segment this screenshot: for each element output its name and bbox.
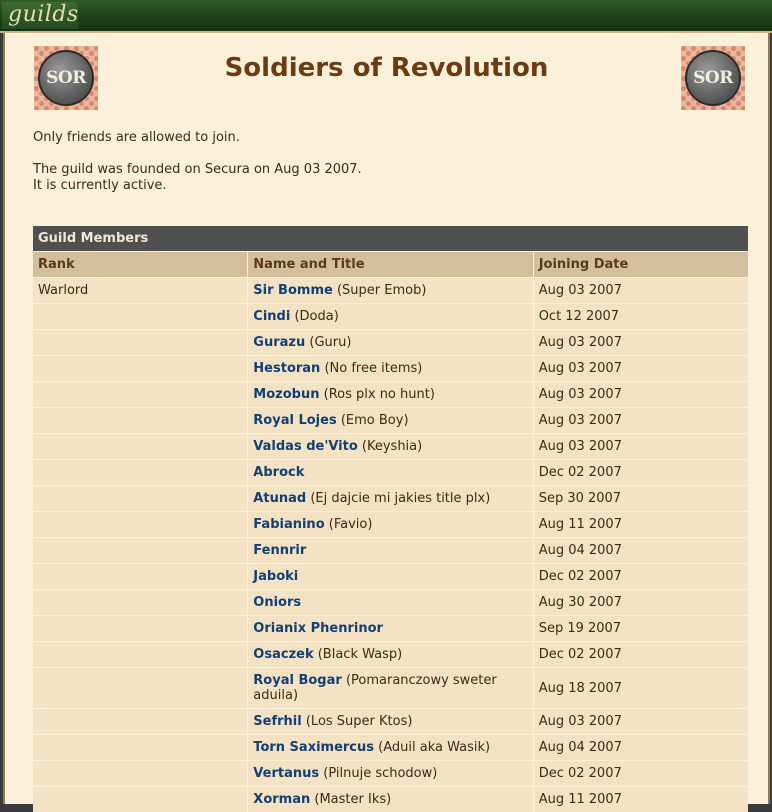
member-rank <box>33 786 248 812</box>
table-row <box>33 537 748 563</box>
table-row <box>33 563 748 589</box>
member-name-cell <box>248 537 533 563</box>
window-titlebar <box>0 0 772 33</box>
table-row <box>33 667 748 708</box>
member-joining-date: Aug 03 2007 <box>534 381 748 407</box>
member-name-cell <box>248 511 533 537</box>
member-name-cell <box>248 407 533 433</box>
member-rank <box>33 708 248 734</box>
member-rank <box>33 485 248 511</box>
guild-logo-right <box>681 46 745 110</box>
table-row <box>33 708 748 734</box>
member-name-link[interactable]: Vertanus <box>253 766 320 781</box>
table-row <box>33 485 748 511</box>
member-title: (No free items) <box>324 361 423 376</box>
member-name-link[interactable]: Fabianino <box>253 517 325 532</box>
member-joining-date: Aug 04 2007 <box>534 537 748 563</box>
table-caption: Guild Members <box>33 226 748 251</box>
member-name-cell <box>248 589 533 615</box>
member-joining-date: Aug 30 2007 <box>534 589 748 615</box>
member-rank <box>33 563 248 589</box>
member-name-link[interactable]: Abrock <box>253 465 305 480</box>
member-name-link[interactable]: Fennrir <box>253 543 307 558</box>
table-row <box>33 407 748 433</box>
member-name-cell <box>248 563 533 589</box>
table-row <box>33 615 748 641</box>
member-rank <box>33 381 248 407</box>
member-name-link[interactable]: Cindi <box>253 309 291 324</box>
member-name-link[interactable]: Xorman <box>253 792 311 807</box>
member-title: (Los Super Ktos) <box>305 714 413 729</box>
member-title: (Doda) <box>294 309 339 324</box>
member-joining-date: Aug 03 2007 <box>534 708 748 734</box>
member-name-cell <box>248 433 533 459</box>
member-name-cell <box>248 667 533 708</box>
member-name-cell <box>248 485 533 511</box>
member-name-link[interactable]: Gurazu <box>253 335 306 350</box>
member-title: (Ej dajcie mi jakies title plx) <box>310 491 491 506</box>
member-rank <box>33 329 248 355</box>
member-joining-date: Dec 02 2007 <box>534 641 748 667</box>
table-row <box>33 786 748 812</box>
table-row <box>33 277 748 303</box>
guild-founded-info: The guild was founded on Secura on Aug 03 2007. <box>33 162 362 177</box>
member-name-link[interactable]: Atunad <box>253 491 307 506</box>
member-joining-date: Aug 03 2007 <box>534 277 748 303</box>
table-row <box>33 381 748 407</box>
member-rank: Warlord <box>33 277 248 303</box>
member-title: (Pilnuje schodow) <box>323 766 438 781</box>
table-caption-row <box>33 226 748 251</box>
member-name-link[interactable]: Orianix Phenrinor <box>253 621 383 636</box>
table-row <box>33 459 748 485</box>
member-name-cell <box>248 355 533 381</box>
member-name-cell <box>248 734 533 760</box>
member-name-cell <box>248 786 533 812</box>
member-joining-date: Dec 02 2007 <box>534 459 748 485</box>
header-rank: Rank <box>33 251 248 277</box>
member-rank <box>33 537 248 563</box>
member-joining-date: Oct 12 2007 <box>534 303 748 329</box>
member-joining-date: Aug 03 2007 <box>534 329 748 355</box>
member-joining-date: Dec 02 2007 <box>534 563 748 589</box>
member-name-link[interactable]: Osaczek <box>253 647 314 662</box>
member-joining-date: Sep 30 2007 <box>534 485 748 511</box>
table-row <box>33 433 748 459</box>
member-title: (Guru) <box>309 335 352 350</box>
member-rank <box>33 433 248 459</box>
table-row <box>33 303 748 329</box>
member-joining-date: Aug 03 2007 <box>534 407 748 433</box>
member-joining-date: Dec 02 2007 <box>534 760 748 786</box>
member-title: (Aduil aka Wasik) <box>378 740 491 755</box>
member-joining-date: Aug 03 2007 <box>534 355 748 381</box>
header-name-and-title: Name and Title <box>248 251 533 277</box>
member-name-cell <box>248 329 533 355</box>
member-joining-date: Aug 18 2007 <box>534 667 748 708</box>
member-title: (Black Wasp) <box>317 647 403 662</box>
member-name-cell <box>248 459 533 485</box>
table-row <box>33 589 748 615</box>
member-name-link[interactable]: Royal Bogar <box>253 673 342 688</box>
table-row <box>33 734 748 760</box>
guild-join-info: Only friends are allowed to join. <box>33 130 240 145</box>
table-row <box>33 641 748 667</box>
member-rank <box>33 355 248 381</box>
member-name-link[interactable]: Royal Lojes <box>253 413 337 428</box>
member-rank <box>33 734 248 760</box>
member-joining-date: Aug 03 2007 <box>534 433 748 459</box>
member-joining-date: Sep 19 2007 <box>534 615 748 641</box>
member-title: (Emo Boy) <box>340 413 409 428</box>
member-title: (Super Emob) <box>336 283 427 298</box>
member-rank <box>33 760 248 786</box>
table-row <box>33 511 748 537</box>
page-title: Soldiers of Revolution <box>224 53 549 83</box>
member-name-cell <box>248 303 533 329</box>
member-name-link[interactable]: Sefrhil <box>253 714 302 729</box>
member-rows <box>33 277 748 812</box>
guild-logo-emblem: SOR <box>685 50 741 106</box>
member-name-link[interactable]: Torn Saximercus <box>253 740 375 755</box>
table-row <box>33 355 748 381</box>
guild-status-info: It is currently active. <box>33 178 167 193</box>
member-title: (Ros plx no hunt) <box>323 387 435 402</box>
member-name-cell <box>248 381 533 407</box>
table-row <box>33 760 748 786</box>
member-name-cell <box>248 760 533 786</box>
member-rank <box>33 589 248 615</box>
member-title: (Pomaranczowy sweter aduila) <box>253 673 497 703</box>
member-rank <box>33 641 248 667</box>
member-rank <box>33 303 248 329</box>
member-name-cell <box>248 641 533 667</box>
member-name-cell <box>248 615 533 641</box>
member-name-link[interactable]: Sir Bomme <box>253 283 333 298</box>
member-title: (Master Iks) <box>314 792 392 807</box>
guild-members-table <box>33 226 748 812</box>
member-title: (Favio) <box>328 517 373 532</box>
guild-logo-emblem: SOR <box>38 50 94 106</box>
member-name-link[interactable]: Oniors <box>253 595 302 610</box>
table-header-row <box>33 251 748 277</box>
member-rank <box>33 407 248 433</box>
member-joining-date: Aug 11 2007 <box>534 511 748 537</box>
member-rank <box>33 459 248 485</box>
member-rank <box>33 667 248 708</box>
member-joining-date: Aug 04 2007 <box>534 734 748 760</box>
member-name-cell <box>248 708 533 734</box>
member-title: (Keyshia) <box>361 439 423 454</box>
member-joining-date: Aug 11 2007 <box>534 786 748 812</box>
member-name-link[interactable]: Jaboki <box>253 569 299 584</box>
member-rank <box>33 511 248 537</box>
member-rank <box>33 615 248 641</box>
window-title: guilds <box>8 2 79 27</box>
guild-panel <box>3 33 770 807</box>
member-name-link[interactable]: Mozobun <box>253 387 320 402</box>
table-row <box>33 329 748 355</box>
member-name-cell <box>248 277 533 303</box>
member-name-link[interactable]: Valdas de'Vito <box>253 439 358 454</box>
member-name-link[interactable]: Hestoran <box>253 361 321 376</box>
header-joining-date: Joining Date <box>534 251 748 277</box>
